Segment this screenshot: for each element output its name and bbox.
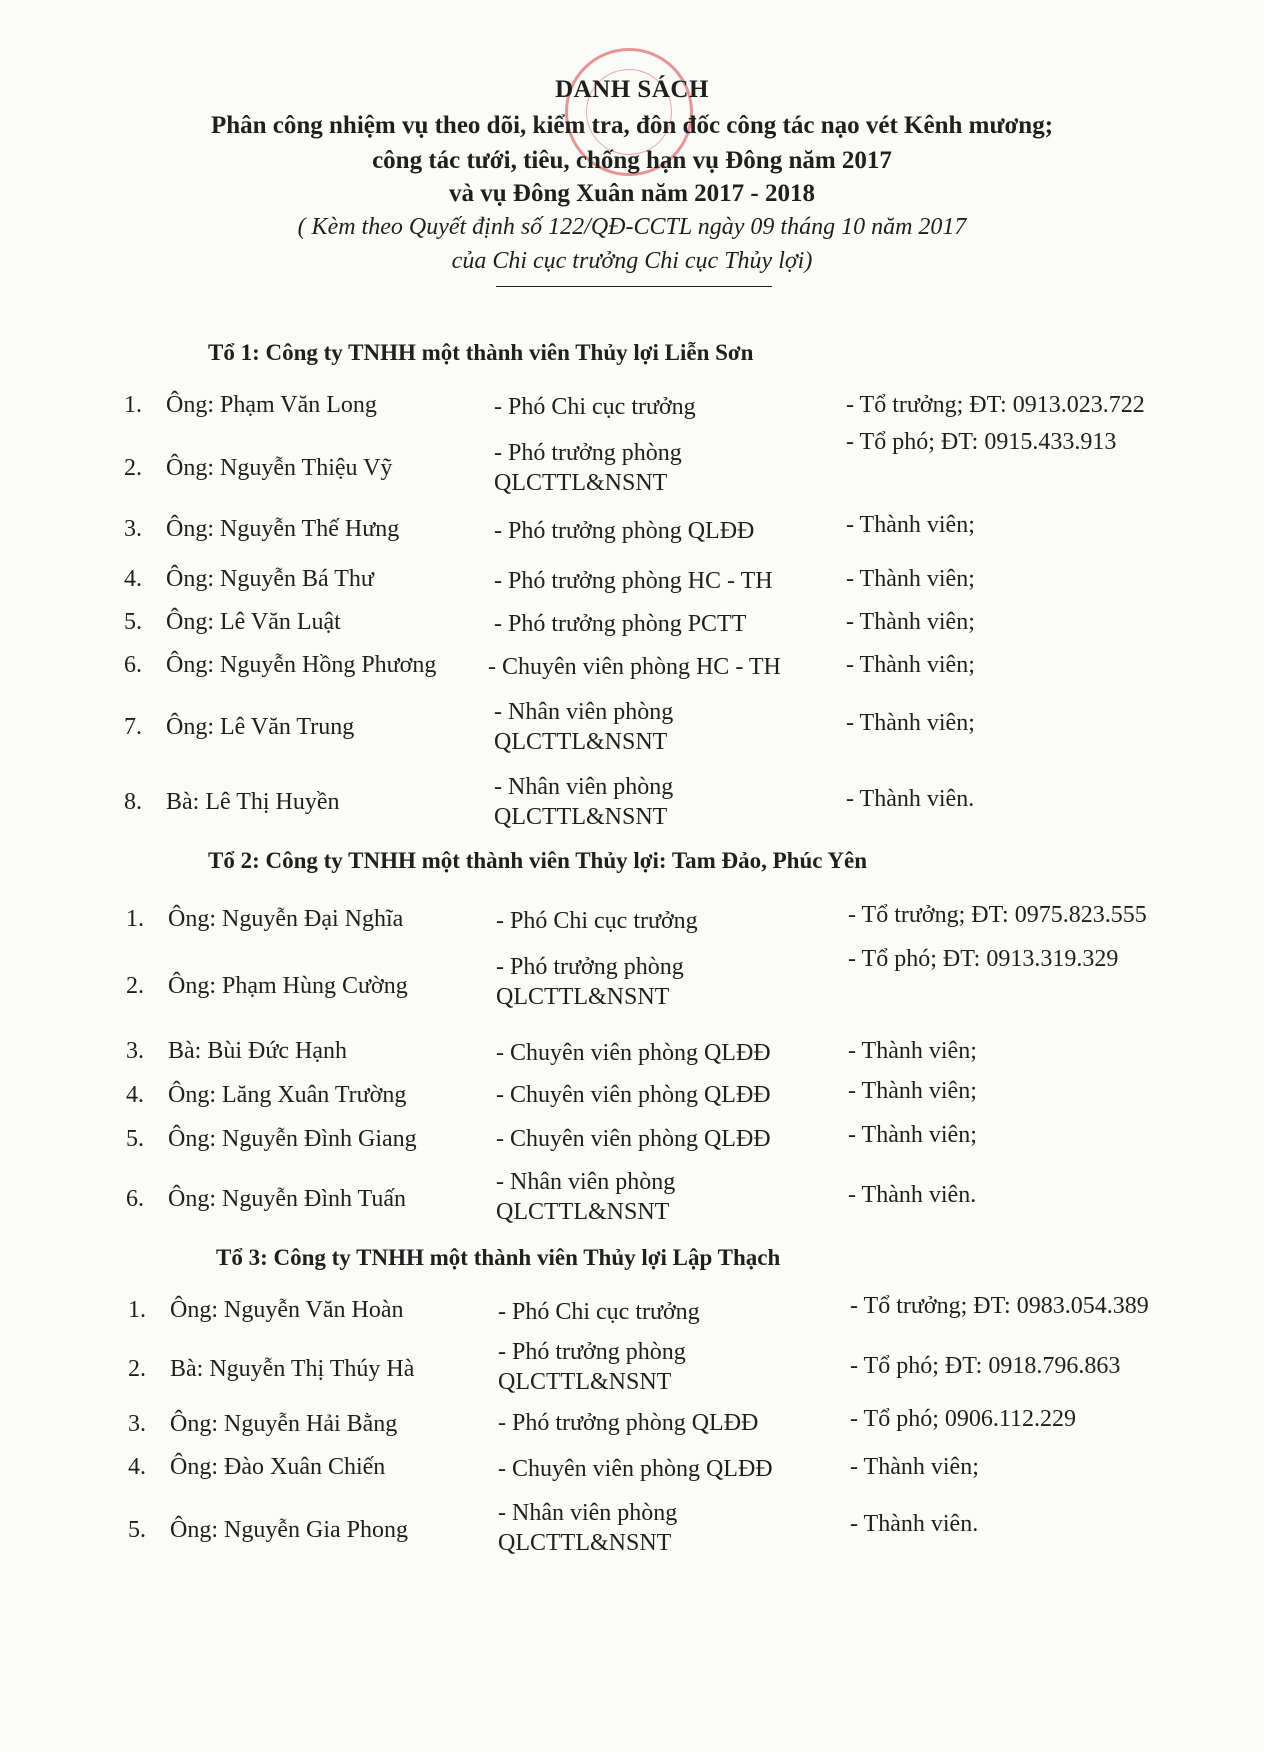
member-position: - Phó Chi cục trưởng [494, 394, 696, 420]
member-position: - Phó Chi cục trưởng [496, 908, 698, 934]
member-position: - Chuyên viên phòng QLĐĐ [496, 1126, 771, 1152]
member-name: Ông: Lê Văn Trung [166, 714, 355, 740]
member-role: - Thành viên; [850, 1454, 979, 1480]
member-number: 6. [126, 1186, 144, 1212]
member-role: - Tổ trưởng; ĐT: 0975.823.555 [848, 902, 1147, 928]
member-name: Ông: Nguyễn Đại Nghĩa [168, 906, 404, 932]
document-subtitle-line-2: công tác tưới, tiêu, chống hạn vụ Đông năm 2017 [372, 147, 892, 174]
member-role: - Tổ trưởng; ĐT: 0983.054.389 [850, 1293, 1149, 1319]
member-role: - Thành viên; [846, 609, 975, 635]
member-position: - Phó trưởng phòng QLĐĐ [498, 1410, 759, 1436]
member-name: Bà: Lê Thị Huyền [166, 789, 340, 815]
member-name: Ông: Nguyễn Gia Phong [170, 1517, 408, 1543]
member-number: 8. [124, 789, 142, 815]
member-number: 1. [126, 906, 144, 932]
member-role: - Thành viên; [848, 1078, 977, 1104]
header-divider [496, 286, 772, 287]
member-position: - Nhân viên phòng QLCTTL&NSNT [496, 1169, 676, 1225]
member-role: - Tổ trưởng; ĐT: 0913.023.722 [846, 392, 1145, 418]
document-subtitle-line-1: Phân công nhiệm vụ theo dõi, kiểm tra, đôn đốc công tác nạo vét Kênh mương; [210, 112, 1054, 139]
member-number: 2. [124, 455, 142, 481]
member-role: - Thành viên; [846, 512, 975, 538]
member-role: - Tổ phó; ĐT: 0915.433.913 [846, 429, 1117, 455]
member-number: 3. [128, 1411, 146, 1437]
member-number: 4. [126, 1082, 144, 1108]
member-role: - Thành viên. [846, 786, 975, 812]
group-1-title: Tổ 1: Công ty TNHH một thành viên Thủy lợi Liễn Sơn [208, 340, 754, 365]
member-position: - Chuyên viên phòng QLĐĐ [498, 1456, 773, 1482]
member-name: Ông: Nguyễn Đình Tuấn [168, 1186, 407, 1212]
member-number: 5. [124, 609, 142, 635]
member-name: Ông: Nguyễn Đình Giang [168, 1126, 417, 1152]
member-position: - Chuyên viên phòng QLĐĐ [496, 1082, 771, 1108]
member-role: - Thành viên. [850, 1511, 979, 1537]
member-role: - Thành viên; [848, 1038, 977, 1064]
document-title: DANH SÁCH [555, 76, 709, 103]
group-2-title: Tổ 2: Công ty TNHH một thành viên Thủy lợi: Tam Đảo, Phúc Yên [208, 848, 867, 873]
member-name: Ông: Lăng Xuân Trường [168, 1082, 407, 1108]
member-name: Bà: Bùi Đức Hạnh [168, 1038, 347, 1064]
member-number: 2. [128, 1356, 146, 1382]
member-name: Ông: Phạm Hùng Cường [168, 973, 408, 999]
member-number: 4. [128, 1454, 146, 1480]
member-role: - Thành viên; [848, 1122, 977, 1148]
decision-reference-line-1: ( Kèm theo Quyết định số 122/QĐ-CCTL ngày 09 tháng 10 năm 2017 [297, 214, 967, 240]
member-role: - Tổ phó; ĐT: 0913.319.329 [848, 946, 1119, 972]
member-number: 1. [124, 392, 142, 418]
member-role: - Thành viên; [846, 652, 975, 678]
member-position: - Phó trưởng phòng PCTT [494, 611, 747, 637]
member-position: - Chuyên viên phòng QLĐĐ [496, 1040, 771, 1066]
member-name: Ông: Nguyễn Văn Hoàn [170, 1297, 404, 1323]
member-position: - Phó trưởng phòng QLCTTL&NSNT [496, 954, 684, 1010]
member-name: Ông: Nguyễn Thiệu Vỹ [166, 455, 393, 481]
member-position: - Nhân viên phòng QLCTTL&NSNT [494, 774, 674, 830]
document-subtitle-line-3: và vụ Đông Xuân năm 2017 - 2018 [448, 180, 816, 207]
member-name: Ông: Nguyễn Bá Thư [166, 566, 374, 592]
decision-reference-line-2: của Chi cục trưởng Chi cục Thủy lợi) [451, 248, 813, 274]
member-position: - Phó trưởng phòng HC - TH [494, 568, 773, 594]
member-position: - Nhân viên phòng QLCTTL&NSNT [498, 1500, 678, 1556]
member-role: - Thành viên. [848, 1182, 977, 1208]
member-number: 3. [126, 1038, 144, 1064]
member-number: 1. [128, 1297, 146, 1323]
member-name: Ông: Nguyễn Thế Hưng [166, 516, 400, 542]
member-role: - Tổ phó; ĐT: 0918.796.863 [850, 1353, 1121, 1379]
member-number: 3. [124, 516, 142, 542]
member-number: 5. [126, 1126, 144, 1152]
member-position: - Phó trưởng phòng QLCTTL&NSNT [498, 1339, 686, 1395]
member-number: 4. [124, 566, 142, 592]
member-position: - Chuyên viên phòng HC - TH [488, 654, 781, 680]
member-name: Ông: Phạm Văn Long [166, 392, 377, 418]
member-role: - Thành viên; [846, 710, 975, 736]
member-position: - Nhân viên phòng QLCTTL&NSNT [494, 699, 674, 755]
member-name: Ông: Nguyễn Hải Bằng [170, 1411, 398, 1437]
member-name: Ông: Lê Văn Luật [166, 609, 341, 635]
member-name: Ông: Nguyễn Hồng Phương [166, 652, 437, 678]
member-position: - Phó Chi cục trưởng [498, 1299, 700, 1325]
group-3-title: Tổ 3: Công ty TNHH một thành viên Thủy lợi Lập Thạch [216, 1245, 781, 1270]
member-number: 7. [124, 714, 142, 740]
member-position: - Phó trưởng phòng QLĐĐ [494, 518, 755, 544]
member-role: - Tổ phó; 0906.112.229 [850, 1406, 1076, 1432]
member-name: Ông: Đào Xuân Chiến [170, 1454, 386, 1480]
member-number: 2. [126, 973, 144, 999]
member-number: 6. [124, 652, 142, 678]
member-role: - Thành viên; [846, 566, 975, 592]
member-position: - Phó trưởng phòng QLCTTL&NSNT [494, 440, 682, 496]
member-number: 5. [128, 1517, 146, 1543]
member-name: Bà: Nguyễn Thị Thúy Hà [170, 1356, 415, 1382]
